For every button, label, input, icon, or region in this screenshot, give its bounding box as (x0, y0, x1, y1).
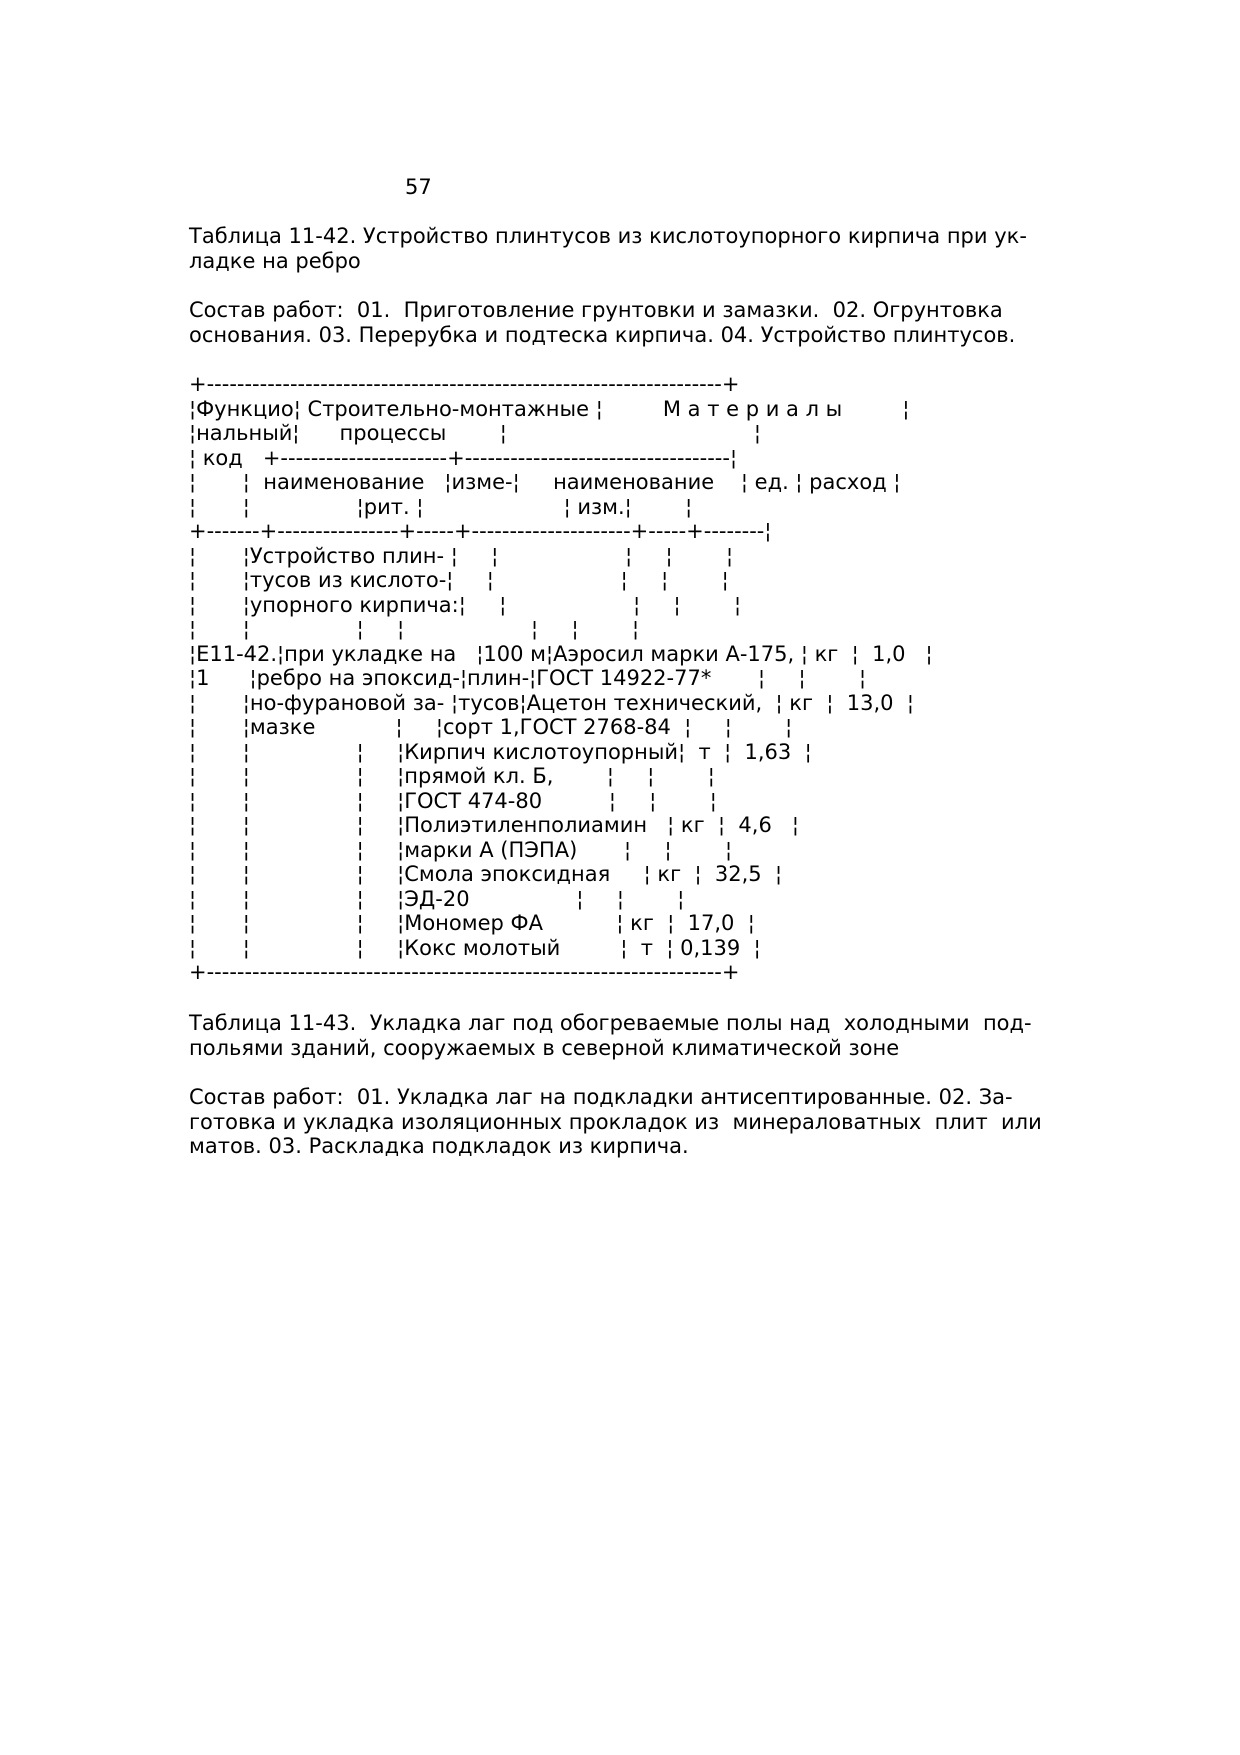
table-line: ¦ ¦ ¦ ¦Кокс молотый ¦ т ¦ 0,139 ¦ (189, 935, 761, 960)
composition-line: Состав работ: 01. Укладка лаг на подкладки антисептированные. 02. За- (189, 1085, 1013, 1109)
title-line: ладке на ребро (189, 248, 361, 273)
table-line: +--------------------------------------------------------------------+ (189, 960, 740, 984)
table-line: ¦ ¦ ¦ ¦Мономер ФА ¦ кг ¦ 17,0 ¦ (189, 911, 755, 935)
composition-line: основания. 03. Перерубка и подтеска кирпича. 04. Устройство плинтусов. (189, 322, 1016, 347)
table-11-42-composition (189, 298, 1089, 347)
title-line: Таблица 11-42. Устройство плинтусов из кислотоупорного кирпича при ук- (189, 224, 1027, 248)
table-line: ¦ ¦упорного кирпича:¦ ¦ ¦ ¦ ¦ (189, 592, 742, 617)
table-11-43-composition (189, 1085, 1089, 1159)
title-line: Таблица 11-43. Укладка лаг под обогреваемые полы над холодными под- (189, 1011, 1032, 1035)
table-line: ¦ ¦тусов из кислото-¦ ¦ ¦ ¦ ¦ (189, 568, 729, 592)
table-line: ¦Функцио¦ Строительно-монтажные ¦ М а т е р и а л ы ¦ (189, 396, 910, 421)
table-line: ¦ ¦ ¦ ¦ЭД-20 ¦ ¦ ¦ (189, 886, 685, 911)
table-line: ¦ ¦ ¦ ¦прямой кл. Б, ¦ ¦ ¦ (189, 764, 715, 788)
table-line: ¦ ¦ ¦ ¦марки А (ПЭПА) ¦ ¦ ¦ (189, 837, 733, 862)
table-line: ¦Е11-42.¦при укладке на ¦100 м¦Аэросил марки А-175, ¦ кг ¦ 1,0 ¦ (189, 641, 933, 666)
table-line: ¦ ¦мазке ¦ ¦сорт 1,ГОСТ 2768-84 ¦ ¦ ¦ (189, 715, 793, 739)
page-number: 57 (405, 175, 432, 199)
table-line: ¦ ¦ ¦ ¦Полиэтиленполиамин ¦ кг ¦ 4,6 ¦ (189, 813, 799, 837)
table-line: ¦ ¦ наименование ¦изме-¦ наименование ¦ ед. ¦ расход ¦ (189, 470, 901, 494)
title-line: польями зданий, сооружаемых в северной климатической зоне (189, 1035, 900, 1060)
composition-line: матов. 03. Раскладка подкладок из кирпича. (189, 1134, 689, 1158)
table-line: ¦ код +----------------------+-----------------------------------¦ (189, 445, 738, 470)
table-line: ¦1 ¦ребро на эпоксид-¦плин-¦ГОСТ 14922-77* ¦ ¦ ¦ (189, 666, 867, 690)
table-line: +--------------------------------------------------------------------+ (189, 372, 740, 396)
table-11-43-title (189, 1011, 1089, 1060)
table-line: ¦ ¦ ¦ ¦ГОСТ 474-80 ¦ ¦ ¦ (189, 788, 717, 813)
table-line: ¦ ¦ ¦рит. ¦ ¦ изм.¦ ¦ (189, 494, 693, 519)
composition-line: Состав работ: 01. Приготовление грунтовки и замазки. 02. Огрунтовка (189, 298, 1003, 322)
table-line: ¦нальный¦ процессы ¦ ¦ (189, 421, 761, 445)
table-11-42-title (189, 224, 1089, 273)
table-line: ¦ ¦Устройство плин- ¦ ¦ ¦ ¦ ¦ (189, 543, 734, 568)
table-line: +-------+----------------+-----+---------------------+-----+--------¦ (189, 519, 772, 543)
table-line: ¦ ¦ ¦ ¦Смола эпоксидная ¦ кг ¦ 32,5 ¦ (189, 862, 783, 886)
materials-ascii-table (189, 372, 933, 985)
table-line: ¦ ¦но-фурановой за- ¦тусов¦Ацетон технический, ¦ кг ¦ 13,0 ¦ (189, 690, 914, 715)
table-line: ¦ ¦ ¦ ¦ ¦ ¦ ¦ (189, 617, 640, 641)
composition-line: готовка и укладка изоляционных прокладок из минераловатных плит или (189, 1109, 1042, 1134)
table-line: ¦ ¦ ¦ ¦Кирпич кислотоупорный¦ т ¦ 1,63 ¦ (189, 739, 812, 764)
